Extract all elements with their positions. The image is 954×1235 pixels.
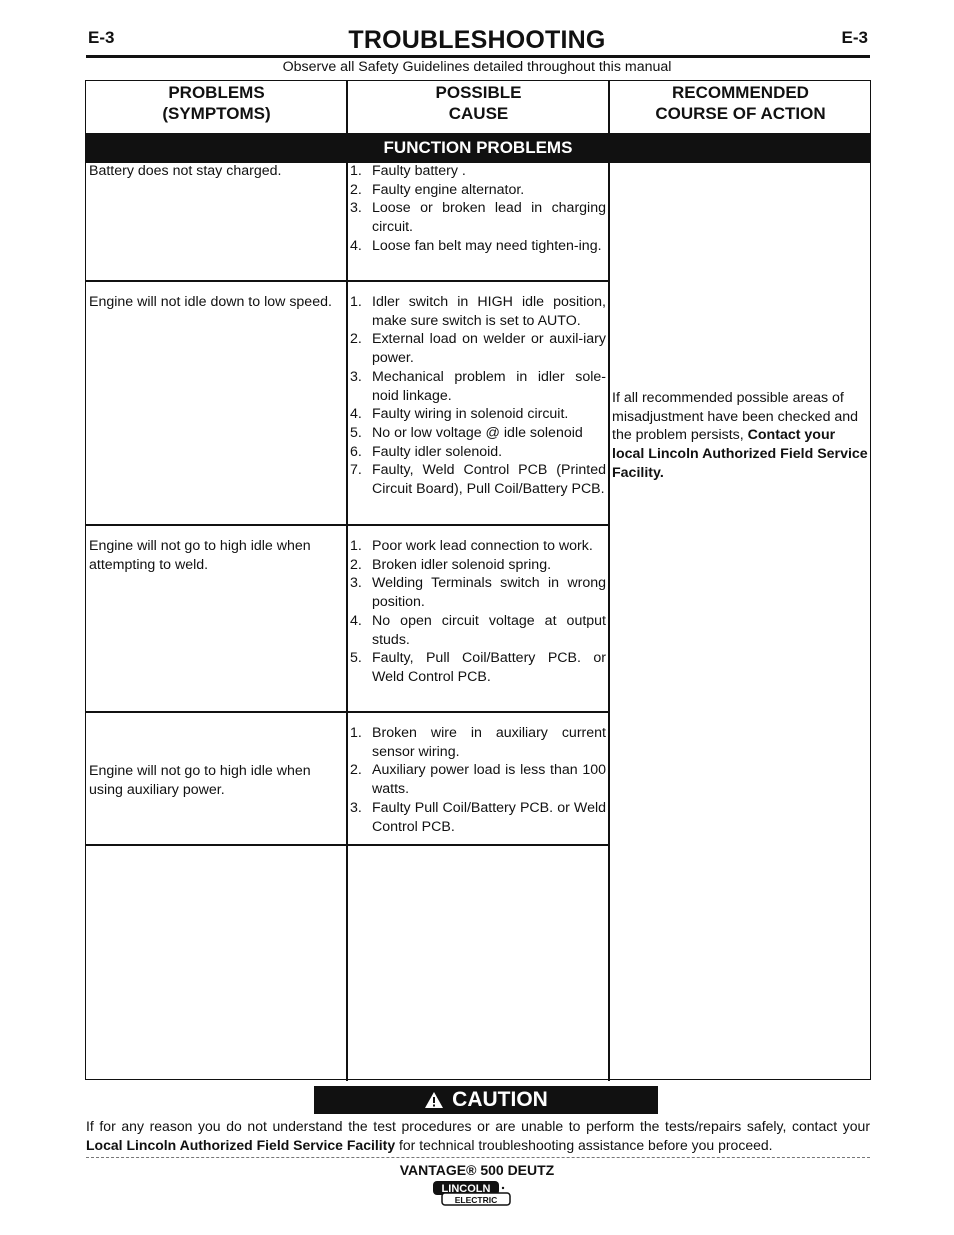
cause-number: 3. bbox=[350, 799, 362, 816]
column-header-cause bbox=[348, 81, 609, 133]
row-divider bbox=[86, 280, 609, 282]
cause-number: 2. bbox=[350, 331, 362, 348]
cause-text: Faulty, Pull Coil/Battery PCB. or Weld Control PCB. bbox=[372, 650, 606, 685]
header-line: (SYMPTOMS) bbox=[162, 104, 271, 123]
cause-number: 5. bbox=[350, 424, 362, 441]
cause-list bbox=[350, 724, 606, 836]
caution-label: CAUTION bbox=[452, 1088, 548, 1111]
cause-number: 3. bbox=[350, 575, 362, 592]
cause-text: Welding Terminals switch in wrong position. bbox=[372, 575, 606, 611]
cause-text: Poor work lead connection to work. bbox=[372, 538, 593, 554]
cause-item bbox=[350, 405, 606, 424]
logo-text-top: LINCOLN bbox=[441, 1183, 491, 1195]
cause-item bbox=[350, 574, 606, 611]
caution-text bbox=[86, 1117, 870, 1155]
cause-text: Auxiliary power load is less than 100 watts. bbox=[372, 762, 606, 798]
cause-text: Mechanical problem in idler sole-noid linkage. bbox=[372, 368, 606, 404]
cause-text: No or low voltage @ idle solenoid bbox=[372, 424, 583, 441]
logo-mark bbox=[432, 1180, 512, 1206]
cause-text: Faulty Pull Coil/Battery PCB. or Weld Control PCB. bbox=[372, 799, 606, 835]
cause-item bbox=[350, 649, 606, 686]
warning-icon bbox=[424, 1091, 444, 1109]
cause-number: 1. bbox=[350, 163, 362, 179]
cause-number: 6. bbox=[350, 443, 362, 460]
cause-item bbox=[350, 368, 606, 405]
page-number-right: E-3 bbox=[841, 28, 868, 47]
cause-item bbox=[350, 799, 606, 836]
cause-number: 3. bbox=[350, 200, 362, 217]
cause-number: 1. bbox=[350, 538, 362, 554]
cause-number: 3. bbox=[350, 368, 362, 385]
cause-item bbox=[350, 461, 606, 498]
cause-number: 4. bbox=[350, 612, 362, 629]
safety-note: Observe all Safety Guidelines detailed throughout this manual bbox=[282, 59, 672, 75]
cause-text: Broken wire in auxiliary current sensor wiring. bbox=[372, 725, 606, 760]
cause-text: Faulty idler solenoid. bbox=[372, 443, 503, 460]
cause-text: Idler switch in HIGH idle position, make sure switch is set to AUTO. bbox=[372, 294, 606, 329]
cause-text: Loose fan belt may need tighten-ing. bbox=[372, 237, 602, 254]
cause-list bbox=[350, 162, 606, 256]
cause-item bbox=[350, 293, 606, 330]
caution-banner bbox=[314, 1086, 658, 1114]
logo-text-bottom: ELECTRIC bbox=[454, 1195, 498, 1205]
action-text: If all recommended possible areas of misadjustment have been checked and the problem persists, bbox=[612, 390, 859, 444]
cause-number: 4. bbox=[350, 237, 362, 254]
caution-text-emphasis: Local Lincoln Authorized Field Service Facility bbox=[86, 1137, 396, 1153]
model-name: VANTAGE® 500 DEUTZ bbox=[399, 1162, 555, 1178]
column-divider bbox=[346, 163, 348, 1081]
row-divider bbox=[86, 524, 609, 526]
cause-item bbox=[350, 537, 606, 556]
cause-text: Faulty battery . bbox=[372, 163, 466, 179]
troubleshooting-table bbox=[85, 80, 871, 1080]
cause-list bbox=[350, 293, 606, 499]
problem-cell: Battery does not stay charged. bbox=[89, 163, 282, 179]
header-line: RECOMMENDED bbox=[672, 83, 809, 102]
header-line: POSSIBLE bbox=[435, 83, 522, 102]
cause-text: Loose or broken lead in charging circuit. bbox=[372, 200, 606, 236]
column-header-problems bbox=[86, 81, 347, 133]
section-band bbox=[86, 133, 870, 163]
cause-item bbox=[350, 612, 606, 649]
cause-item bbox=[350, 443, 606, 462]
cause-number: 7. bbox=[350, 462, 362, 479]
cause-text: Faulty engine alternator. bbox=[372, 181, 525, 198]
page-title: TROUBLESHOOTING bbox=[348, 26, 606, 54]
cause-item bbox=[350, 761, 606, 798]
lincoln-electric-logo bbox=[432, 1180, 512, 1206]
cause-number: 2. bbox=[350, 762, 362, 779]
cause-text: External load on welder or auxil-iary power. bbox=[372, 331, 606, 367]
problem-cell: Engine will not idle down to low speed. bbox=[89, 294, 332, 310]
cause-number: 4. bbox=[350, 406, 362, 423]
cause-item bbox=[350, 424, 606, 443]
section-title: FUNCTION PROBLEMS bbox=[383, 138, 573, 157]
cause-number: 2. bbox=[350, 181, 362, 198]
row-divider bbox=[86, 711, 609, 713]
cause-number: 5. bbox=[350, 650, 362, 667]
cause-number: 2. bbox=[350, 556, 362, 573]
cause-text: Faulty wiring in solenoid circuit. bbox=[372, 406, 569, 423]
cause-item bbox=[350, 724, 606, 761]
title-rule bbox=[86, 55, 870, 58]
cause-item bbox=[350, 199, 606, 236]
problem-cell: Engine will not go to high idle when using auxiliary power. bbox=[89, 763, 311, 798]
cause-item bbox=[350, 237, 606, 256]
header-line: CAUSE bbox=[448, 104, 509, 123]
cause-item bbox=[350, 162, 606, 181]
cause-text: Faulty, Weld Control PCB (Printed Circuit Board), Pull Coil/Battery PCB. bbox=[372, 462, 606, 498]
cause-item bbox=[350, 181, 606, 200]
cause-list bbox=[350, 537, 606, 687]
header-line: PROBLEMS bbox=[168, 83, 265, 102]
column-divider bbox=[608, 163, 610, 1081]
caution-text-part: for technical troubleshooting assistance before you proceed. bbox=[395, 1137, 773, 1153]
cause-text: Broken idler solenoid spring. bbox=[372, 556, 552, 573]
column-header-action bbox=[610, 81, 871, 133]
cause-item bbox=[350, 556, 606, 575]
cause-number: 1. bbox=[350, 725, 362, 741]
page-number-left: E-3 bbox=[88, 28, 115, 47]
header-line: COURSE OF ACTION bbox=[655, 104, 826, 123]
row-divider bbox=[86, 844, 609, 846]
caution-text-part: If for any reason you do not understand the test procedures or are unable to perform the tests/repairs safely, contact your bbox=[86, 1118, 870, 1134]
recommended-action bbox=[612, 389, 870, 483]
action-emphasis: Contact your local Lincoln Authorized Field Service Facility. bbox=[612, 427, 868, 481]
cause-text: No open circuit voltage at output studs. bbox=[372, 612, 606, 648]
problem-cell: Engine will not go to high idle when attempting to weld. bbox=[89, 538, 311, 573]
cause-item bbox=[350, 330, 606, 367]
footer-divider bbox=[86, 1157, 870, 1158]
cause-number: 1. bbox=[350, 294, 362, 310]
